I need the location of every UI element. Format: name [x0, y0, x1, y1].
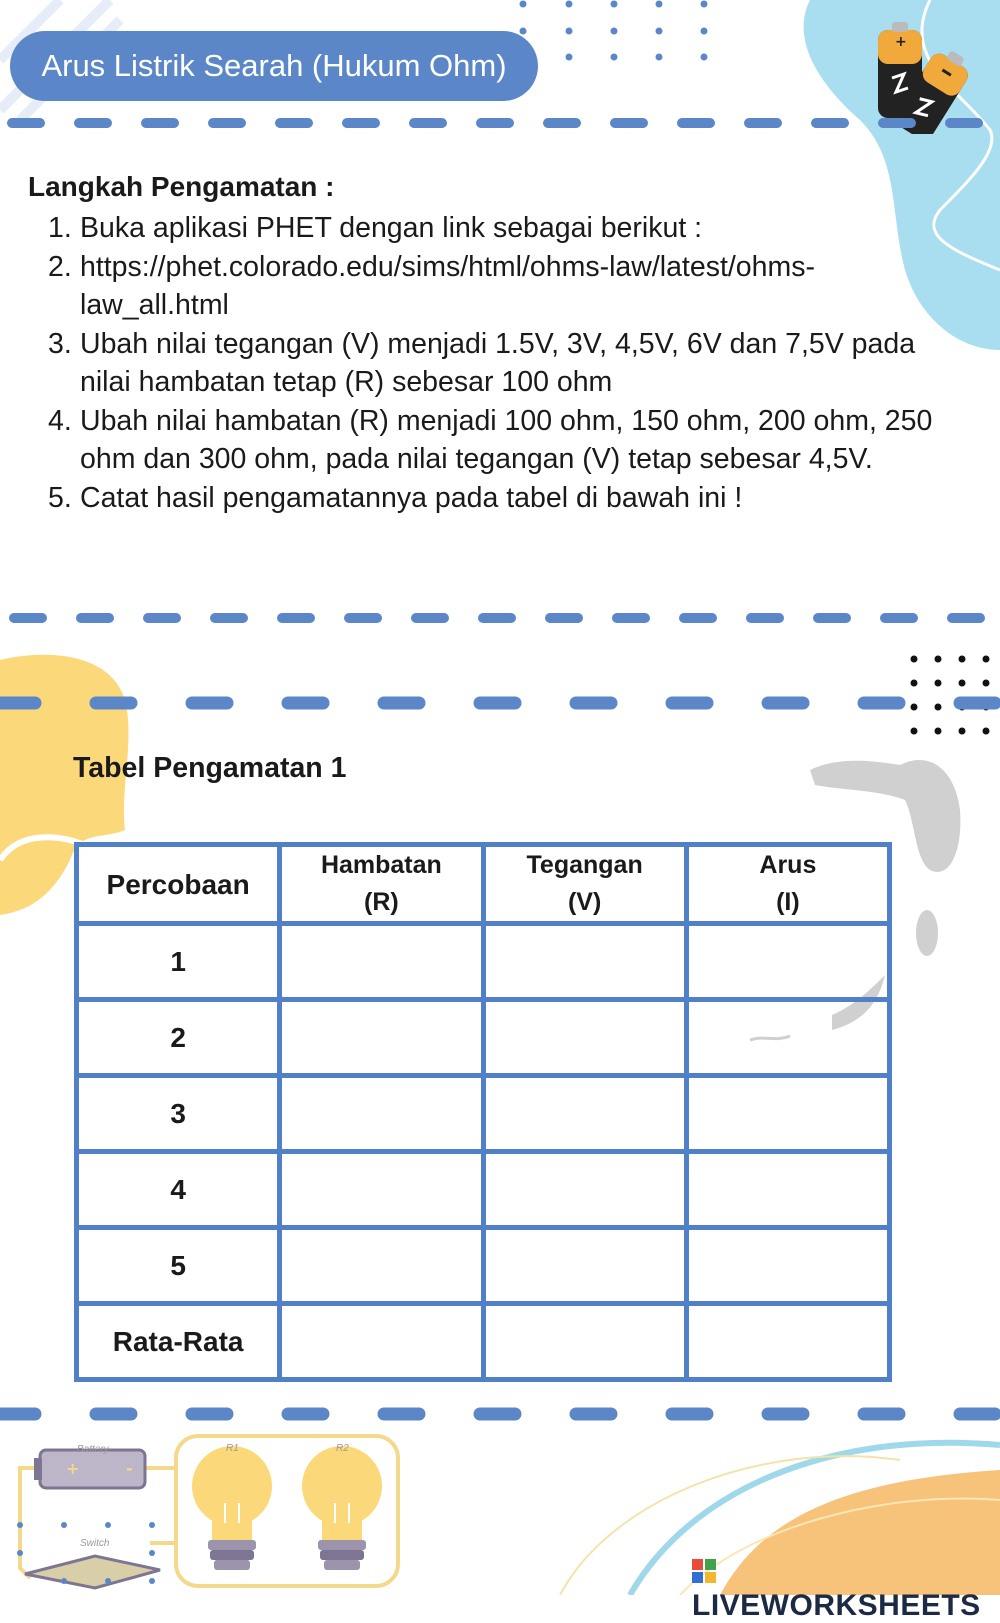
observation-table — [74, 842, 892, 1382]
phet-link[interactable]: https://phet.colorado.edu/sims/html/ohms-law/latest/ohms-law_all.html — [80, 250, 815, 321]
divider-4 — [0, 1406, 1000, 1422]
steps-list — [48, 209, 938, 517]
liveworksheets-icon — [692, 1559, 716, 1583]
input-tegangan[interactable] — [483, 1076, 686, 1152]
input-arus[interactable] — [686, 1076, 889, 1152]
row-label: 1 — [77, 924, 280, 1000]
input-tegangan[interactable] — [483, 1000, 686, 1076]
input-hambatan[interactable] — [280, 1152, 483, 1228]
step-item: 3. Ubah nilai tegangan (V) menjadi 1.5V, 3V, 4,5V, 6V dan 7,5V pada nilai hambatan tetap (R) sebesar 100 ohm — [48, 327, 916, 398]
row-label: 5 — [77, 1228, 280, 1304]
r2-label: R2 — [336, 1443, 349, 1454]
table-row — [77, 1000, 890, 1076]
table-title: Tabel Pengamatan 1 — [73, 752, 347, 784]
table-row — [77, 1076, 890, 1152]
brand-text: LIVEWORKSHEETS — [692, 1589, 981, 1622]
input-arus[interactable] — [686, 1304, 889, 1380]
table-row — [77, 1152, 890, 1228]
header-percobaan: Percobaan — [77, 845, 280, 924]
input-arus[interactable] — [686, 1000, 889, 1076]
step-item: 5. Catat hasil pengamatannya pada tabel di bawah ini ! — [48, 481, 743, 514]
divider-1 — [0, 116, 1000, 130]
table-header-row — [77, 845, 890, 924]
input-hambatan[interactable] — [280, 924, 483, 1000]
header-arus: Arus (I) — [686, 845, 889, 924]
step-item: 1. Buka aplikasi PHET dengan link sebagai berikut : — [48, 212, 703, 244]
input-arus[interactable] — [686, 1228, 889, 1304]
table-row — [77, 924, 890, 1000]
battery-label: Battery — [77, 1444, 109, 1455]
row-label: 4 — [77, 1152, 280, 1228]
header-tegangan: Tegangan (V) — [483, 845, 686, 924]
input-tegangan[interactable] — [483, 1228, 686, 1304]
divider-2 — [0, 611, 1000, 625]
row-label: 2 — [77, 1000, 280, 1076]
input-arus[interactable] — [686, 1152, 889, 1228]
input-hambatan[interactable] — [280, 1000, 483, 1076]
svg-text:+: + — [895, 34, 907, 50]
page-title — [10, 31, 538, 101]
liveworksheets-logo — [692, 1555, 1000, 1623]
divider-3 — [0, 695, 1000, 711]
step-item: 2. https://phet.colorado.edu/sims/html/ohms-law/latest/ohms-law_all.html — [48, 248, 938, 325]
input-hambatan[interactable] — [280, 1076, 483, 1152]
svg-text:-: - — [126, 1459, 133, 1478]
page-title-text: Arus Listrik Searah (Hukum Ohm) — [41, 48, 507, 83]
r1-label: R1 — [226, 1443, 239, 1454]
row-label: 3 — [77, 1076, 280, 1152]
table-row — [77, 1228, 890, 1304]
input-tegangan[interactable] — [483, 1304, 686, 1380]
svg-text:+: + — [66, 1459, 80, 1478]
input-tegangan[interactable] — [483, 924, 686, 1000]
table-row-average — [77, 1304, 890, 1380]
steps-heading: Langkah Pengamatan : — [28, 171, 335, 202]
input-hambatan[interactable] — [280, 1304, 483, 1380]
input-tegangan[interactable] — [483, 1152, 686, 1228]
input-arus[interactable] — [686, 924, 889, 1000]
row-label: Rata-Rata — [77, 1304, 280, 1380]
input-hambatan[interactable] — [280, 1228, 483, 1304]
switch-label: Switch — [80, 1538, 110, 1549]
step-item: 4. Ubah nilai hambatan (R) menjadi 100 ohm, 150 ohm, 200 ohm, 250 ohm dan 300 ohm, pada nilai tegangan (V) tetap sebesar 4,5V. — [48, 404, 933, 475]
header-hambatan: Hambatan (R) — [280, 845, 483, 924]
